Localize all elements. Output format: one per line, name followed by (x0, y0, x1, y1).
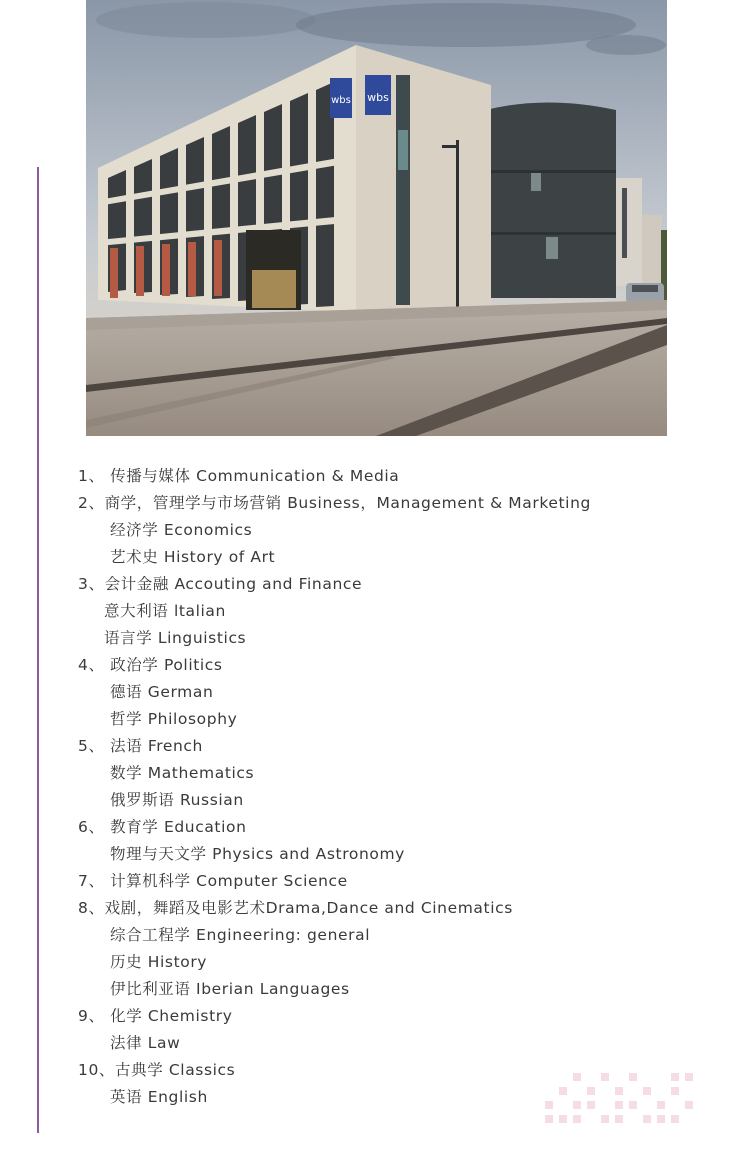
item-english: French (147, 737, 203, 755)
list-item (78, 571, 362, 598)
item-number: 10、 (78, 1061, 116, 1079)
item-chinese: 语言学 (104, 629, 153, 647)
item-english: Business，Management & Marketing (287, 494, 591, 512)
item-english: Iberian Languages (196, 980, 350, 998)
item-number: 1、 (78, 467, 105, 485)
list-item (110, 976, 350, 1003)
item-english: English (147, 1088, 208, 1106)
list-item (78, 1057, 235, 1084)
item-chinese: 历史 (110, 953, 143, 971)
item-chinese: 物理与天文学 (110, 845, 207, 863)
item-english: Politics (163, 656, 223, 674)
item-english: Engineering: general (196, 926, 371, 944)
item-english: Drama,Dance and Cinematics (265, 899, 513, 917)
campus-building-photo (86, 0, 667, 436)
list-item (78, 733, 203, 760)
item-number: 2、 (78, 494, 105, 512)
item-chinese: 经济学 (110, 521, 159, 539)
item-number: 9、 (78, 1007, 105, 1025)
item-chinese: 伊比利亚语 (110, 980, 191, 998)
list-item (110, 949, 207, 976)
item-english: Chemistry (147, 1007, 233, 1025)
item-english: Philosophy (147, 710, 238, 728)
list-item (110, 787, 244, 814)
list-item (110, 706, 237, 733)
list-item (78, 463, 399, 490)
item-chinese: 英语 (110, 1088, 143, 1106)
sign-left-text: wbs (331, 95, 351, 106)
item-chinese: 戏剧，舞蹈及电影艺术 (104, 899, 266, 917)
list-item (110, 760, 254, 787)
item-english: Physics and Astronomy (212, 845, 405, 863)
item-chinese: 哲学 (110, 710, 143, 728)
item-english: Russian (179, 791, 244, 809)
item-chinese: 化学 (110, 1007, 143, 1025)
item-chinese: 商学，管理学与市场营销 (104, 494, 282, 512)
list-item (78, 868, 348, 895)
list-item (78, 1003, 233, 1030)
item-english: History (147, 953, 208, 971)
item-chinese: 数学 (110, 764, 143, 782)
item-english: History of Art (163, 548, 276, 566)
list-item (78, 814, 247, 841)
item-english: Accouting and Finance (174, 575, 363, 593)
item-english: German (147, 683, 214, 701)
list-item (78, 652, 223, 679)
accent-vertical-line (37, 167, 39, 1133)
list-item (110, 517, 252, 544)
item-chinese: 德语 (110, 683, 143, 701)
item-number: 3、 (78, 575, 105, 593)
list-item (110, 679, 213, 706)
item-chinese: 艺术史 (110, 548, 159, 566)
item-chinese: 计算机科学 (110, 872, 191, 890)
item-english: Law (147, 1034, 181, 1052)
item-english: Mathematics (147, 764, 255, 782)
item-number: 7、 (78, 872, 105, 890)
item-chinese: 会计金融 (104, 575, 169, 593)
item-chinese: 政治学 (110, 656, 159, 674)
list-item (78, 895, 513, 922)
item-number: 8、 (78, 899, 105, 917)
item-chinese: 教育学 (110, 818, 159, 836)
item-chinese: 古典学 (115, 1061, 164, 1079)
item-chinese: 法语 (110, 737, 143, 755)
item-english: ltalian (173, 602, 226, 620)
list-item (110, 544, 275, 571)
item-english: Education (163, 818, 247, 836)
item-chinese: 传播与媒体 (110, 467, 191, 485)
list-item (110, 922, 370, 949)
list-item (110, 841, 405, 868)
list-item (104, 598, 226, 625)
item-english: Communication & Media (196, 467, 400, 485)
item-english: Classics (168, 1061, 236, 1079)
list-item (110, 1084, 208, 1111)
list-item (104, 625, 246, 652)
sign-right-text: wbs (367, 91, 389, 104)
item-chinese: 综合工程学 (110, 926, 191, 944)
item-number: 4、 (78, 656, 105, 674)
item-english: Linguistics (157, 629, 247, 647)
item-number: 6、 (78, 818, 105, 836)
item-chinese: 意大利语 (104, 602, 169, 620)
item-chinese: 法律 (110, 1034, 143, 1052)
item-chinese: 俄罗斯语 (110, 791, 175, 809)
item-english: Computer Science (196, 872, 348, 890)
list-item (110, 1030, 180, 1057)
decorative-square-pattern (545, 1073, 705, 1133)
item-english: Economics (163, 521, 253, 539)
list-item (78, 490, 591, 517)
item-number: 5、 (78, 737, 105, 755)
